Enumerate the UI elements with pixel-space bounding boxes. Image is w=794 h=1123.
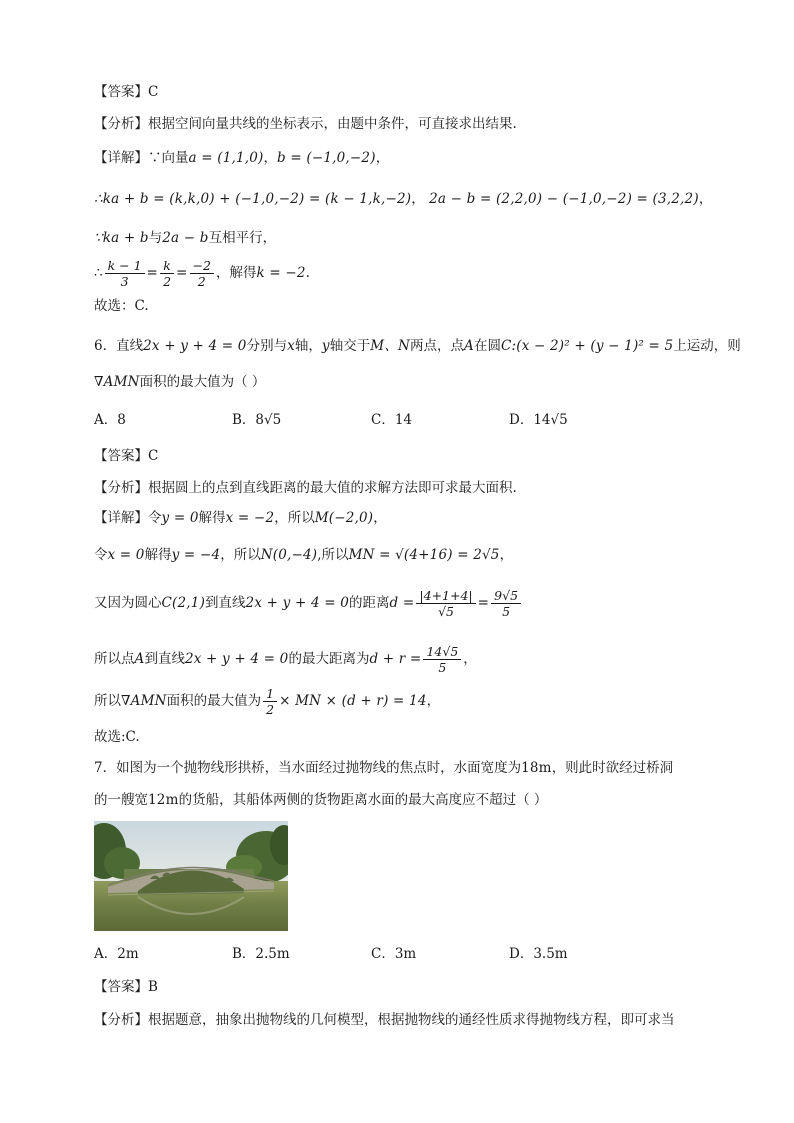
question-7-line-2: 的一艘宽12m的货船，其船体两侧的货物距离水面的最大高度应不超过（ ） xyxy=(94,792,548,808)
detail-5: 【详解】∵向量a = (1,1,0)，b = (−1,0,−2)， xyxy=(94,150,390,166)
fraction: $\frac{|4+1+4|}{√5}$ xyxy=(416,588,475,619)
detail-6-line-3: 又因为圆心C(2,1)到直线2x + y + 4 = 0的距离d = $\frac{|4+1+4|}{√5}$ = $\frac{9√5}{5}$ xyxy=(94,586,523,620)
detail-5-line-3: ∵ka + b与2a − b互相平行， xyxy=(94,230,277,246)
fraction: $\frac{14√5}{5}$ xyxy=(423,644,461,675)
question-6-line-2: ∇AMN面积的最大值为（ ） xyxy=(94,374,266,390)
fraction: $\frac{-2}{2}$ xyxy=(190,258,214,289)
option-7-c: C．3m xyxy=(371,946,417,962)
detail-6-line-5: 所以∇AMN面积的最大值为 $\frac{1}{2}$ × MN × (d + r) = 14， xyxy=(94,686,441,717)
option-7-a: A．2m xyxy=(94,946,139,962)
detail-5-line-4: ∴ $\frac{k - 1}{3}$ = $\frac{k}{2}$ = $\frac{-2}{2}$ ，解得k = −2. xyxy=(94,258,310,289)
detail-6-line-2: 令x = 0解得y = −4，所以N(0,−4),所以MN = √(4+16) = 2√5， xyxy=(94,547,514,563)
option-6-d: D．14√5 xyxy=(509,412,568,428)
arch-bridge-illustration xyxy=(94,821,288,931)
option-6-b: B．8√5 xyxy=(232,412,282,428)
fraction: $\frac{9√5}{5}$ xyxy=(491,588,521,619)
option-6-c: C．14 xyxy=(371,412,413,428)
option-7-d: D．3.5m xyxy=(509,946,568,962)
fraction: $\frac{1}{2}$ xyxy=(263,686,277,717)
option-7-b: B．2.5m xyxy=(232,946,290,962)
choice-6: 故选:C. xyxy=(94,729,140,745)
question-6-line-1: 6．直线2x + y + 4 = 0分别与x轴，y轴交于M、N两点，点A在圆C:(x − 2)² + (y − 1)² = 5上运动，则 xyxy=(94,338,741,354)
detail-6-line-4: 所以点A到直线2x + y + 4 = 0的最大距离为d + r = $\frac{14√5}{5}$ ， xyxy=(94,644,477,675)
option-6-a: A．8 xyxy=(94,412,126,428)
detail-6: 【详解】令y = 0解得x = −2，所以M(−2,0)， xyxy=(94,510,387,526)
answer-7: 【答案】B xyxy=(94,979,158,995)
analysis-5: 【分析】根据空间向量共线的坐标表示，由题中条件，可直接求出结果. xyxy=(94,116,517,132)
answer-5: 【答案】C xyxy=(94,84,159,100)
choice-5: 故选：C. xyxy=(94,298,149,314)
fraction: $\frac{k}{2}$ xyxy=(160,258,174,289)
fraction: $\frac{k - 1}{3}$ xyxy=(105,258,145,289)
question-7-line-1: 7．如图为一个抛物线形拱桥，当水面经过抛物线的焦点时，水面宽度为18m，则此时欲经过桥洞 xyxy=(94,760,674,776)
analysis-7: 【分析】根据题意，抽象出抛物线的几何模型，根据抛物线的通经性质求得抛物线方程，即可求当 xyxy=(94,1012,675,1028)
analysis-6: 【分析】根据圆上的点到直线距离的最大值的求解方法即可求最大面积. xyxy=(94,480,517,496)
arch-bridge-photo xyxy=(94,821,288,931)
answer-6: 【答案】C xyxy=(94,448,159,464)
detail-5-line-2: ∴ka + b = (k,k,0) + (−1,0,−2) = (k − 1,k,−2)， 2a − b = (2,2,0) − (−1,0,−2) = (3,2,2)， xyxy=(94,191,713,207)
